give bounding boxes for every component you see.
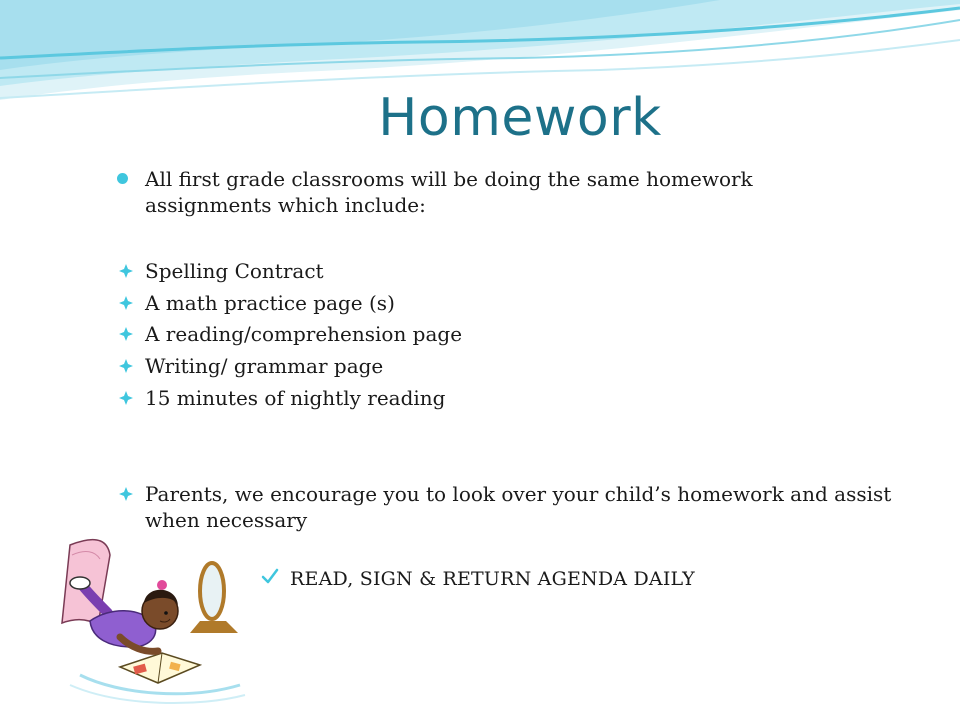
diamond-bullet-icon xyxy=(118,358,134,374)
list-item: Spelling Contract xyxy=(145,259,324,283)
diamond-bullet-icon xyxy=(118,295,134,311)
list-item: A math practice page (s) xyxy=(145,291,395,315)
girl-reading-clipart xyxy=(50,525,250,710)
slide-title: Homework xyxy=(378,88,662,148)
dot-bullet-icon xyxy=(117,173,128,184)
intro-text: All first grade classrooms will be doing the same homework assignments which include: xyxy=(145,167,753,217)
list-item: Writing/ grammar page xyxy=(145,354,384,378)
diamond-bullet-icon xyxy=(118,390,134,406)
parents-note: Parents, we encourage you to look over your child’s homework and assist when necessary xyxy=(145,482,892,532)
list-item: A reading/comprehension page xyxy=(145,322,463,346)
diamond-bullet-icon xyxy=(118,486,134,502)
checkmark-icon xyxy=(260,566,280,586)
list-item: 15 minutes of nightly reading xyxy=(145,386,446,410)
agenda-reminder: READ, SIGN & RETURN AGENDA DAILY xyxy=(290,568,695,590)
diamond-bullet-icon xyxy=(118,263,134,279)
diamond-bullet-icon xyxy=(118,326,134,342)
